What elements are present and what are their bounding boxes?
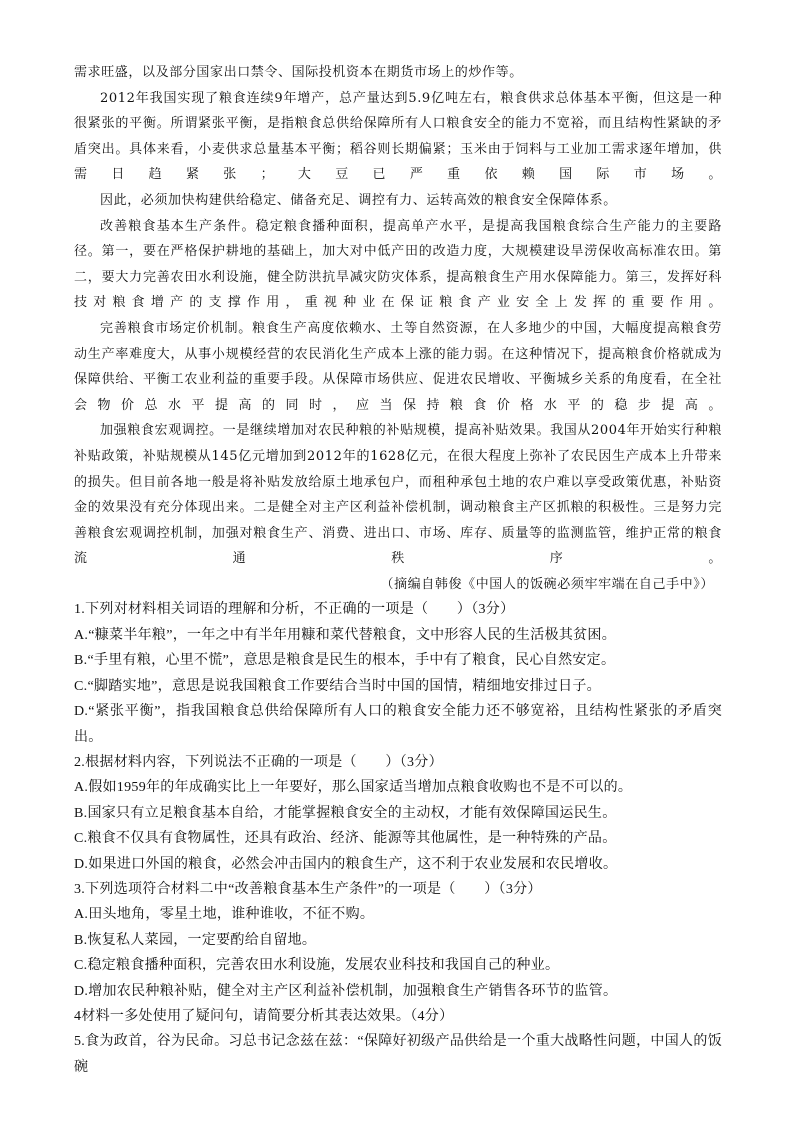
question-3 bbox=[74, 877, 722, 1004]
reading-passage bbox=[74, 60, 722, 597]
question-stem: 4材料一多处使用了疑问句，请简要分析其表达效果。（4分） bbox=[74, 1008, 454, 1024]
exam-page bbox=[74, 60, 722, 1080]
question-5 bbox=[74, 1029, 722, 1080]
question-stem: 1.下列对材料相关词语的理解和分析，不正确的一项是（ ）（3分） bbox=[74, 602, 515, 618]
option-b: B.国家只有立足粮食基本自给，才能掌握粮食安全的主动权，才能有效保障国运民生。 bbox=[74, 805, 617, 821]
question-1 bbox=[74, 597, 722, 749]
option-b: B.恢复私人菜园，一定要酌给自留地。 bbox=[74, 932, 317, 948]
passage-paragraph: 完善粮食市场定价机制。粮食生产高度依赖水、土等自然资源，在人多地少的中国，大幅度提高粮食劳动生产率难度大，从事小规模经营的农民消化生产成本上涨的能力弱。在这种情况下，提高粮食价格就成为保障供给、平衡工农业利益的重要手段。从保障市场供应、促进农民增收、平衡城乡关系的角度看，在全社会物价总水平提高的同时，应当保持粮食价格水平的稳步提高。 bbox=[74, 320, 722, 413]
option-a: A.假如1959年的年成确实比上一年要好，那么国家适当增加点粮食收购也不是不可以的。 bbox=[74, 780, 633, 796]
passage-source: （摘编自韩俊《中国人的饭碗必须牢牢端在自己手中》） bbox=[380, 576, 714, 592]
option-c: C.“脚踏实地”，意思是说我国粮食工作要结合当时中国的国情，精细地安排过日子。 bbox=[74, 678, 601, 694]
question-4 bbox=[74, 1004, 722, 1029]
option-d: D.“紧张平衡”，指我国粮食总供给保障所有人口的粮食安全能力还不够宽裕，且结构性紧张的矛盾突出。 bbox=[74, 704, 722, 745]
passage-paragraph: 2012年我国实现了粮食连续9年增产，总产量达到5.9亿吨左右，粮食供求总体基本平衡，但这是一种很紧张的平衡。所谓紧张平衡，是指粮食总供给保障所有人口粮食安全的能力不宽裕，而且结构性紧缺的矛盾突出。具体来看，小麦供求总量基本平衡；稻谷则长期偏紧；玉米由于饲料与工业加工需求逐年增加，供需日趋紧张；大豆已严重依赖国际市场。 bbox=[74, 90, 722, 183]
question-stem: 5.食为政首，谷为民命。习总书记念兹在兹：“保障好初级产品供给是一个重大战略性问题，中国人的饭碗 bbox=[74, 1034, 722, 1075]
option-c: C.稳定粮食播种面积，完善农田水利设施，发展农业科技和我国自己的种业。 bbox=[74, 958, 560, 974]
option-a: A.田头地角，零星土地，谁种谁收，不征不购。 bbox=[74, 907, 375, 923]
passage-paragraph: 改善粮食基本生产条件。稳定粮食播种面积，提高单产水平，是提高我国粮食综合生产能力的主要路径。第一，要在严格保护耕地的基础上，加大对中低产田的改造力度，大规模建设旱涝保收高标准农田。第二，要大力完善农田水利设施，健全防洪抗旱减灾防灾体系，提高粮食生产用水保障能力。第三，发挥好科技对粮食增产的支撑作用，重视种业在保证粮食产业安全上发挥的重要作用。 bbox=[74, 218, 722, 311]
option-d: D.如果进口外国的粮食，必然会冲击国内的粮食生产，这不利于农业发展和农民增收。 bbox=[74, 856, 618, 872]
question-2 bbox=[74, 750, 722, 877]
passage-paragraph: 需求旺盛，以及部分国家出口禁令、国际投机资本在期货市场上的炒作等。 bbox=[74, 65, 523, 80]
option-b: B.“手里有粮，心里不慌”，意思是粮食是民生的根本，手中有了粮食，民心自然安定。 bbox=[74, 653, 616, 669]
question-list bbox=[74, 597, 722, 1080]
option-c: C.粮食不仅具有食物属性，还具有政治、经济、能源等其他属性，是一种特殊的产品。 bbox=[74, 831, 617, 847]
option-d: D.增加农民种粮补贴，健全对主产区利益补偿机制，加强粮食生产销售各环节的监管。 bbox=[74, 983, 618, 999]
question-stem: 2.根据材料内容，下列说法不正确的一项是（ ）（3分） bbox=[74, 754, 443, 770]
passage-paragraph: 因此，必须加快构建供给稳定、储备充足、调控有力、运转高效的粮食安全保障体系。 bbox=[100, 192, 617, 208]
question-stem: 3.下列选项符合材料二中“改善粮食基本生产条件”的一项是（ ）（3分） bbox=[74, 881, 542, 897]
passage-paragraph: 加强粮食宏观调控。一是继续增加对农民种粮的补贴规模，提高补贴效果。我国从2004年开始实行种粮补贴政策，补贴规模从145亿元增加到2012年的1628亿元，在很大程度上弥补了农民因生产成本上升带来的损失。但目前各地一般是将补贴发放给原土地承包户，而租种承包土地的农户难以享受政策优惠，补贴资金的效果没有充分体现出来。二是健全对主产区利益补偿机制，调动粮食主产区抓粮的积极性。三是努力完善粮食宏观调控机制，加强对粮食生产、消费、进出口、市场、库存、质量等的监测监管，维护正常的粮食流通秩序。 bbox=[74, 423, 722, 567]
option-a: A.“糠菜半年粮”，一年之中有半年用糠和菜代替粮食，文中形容人民的生活极其贫困。 bbox=[74, 627, 617, 643]
